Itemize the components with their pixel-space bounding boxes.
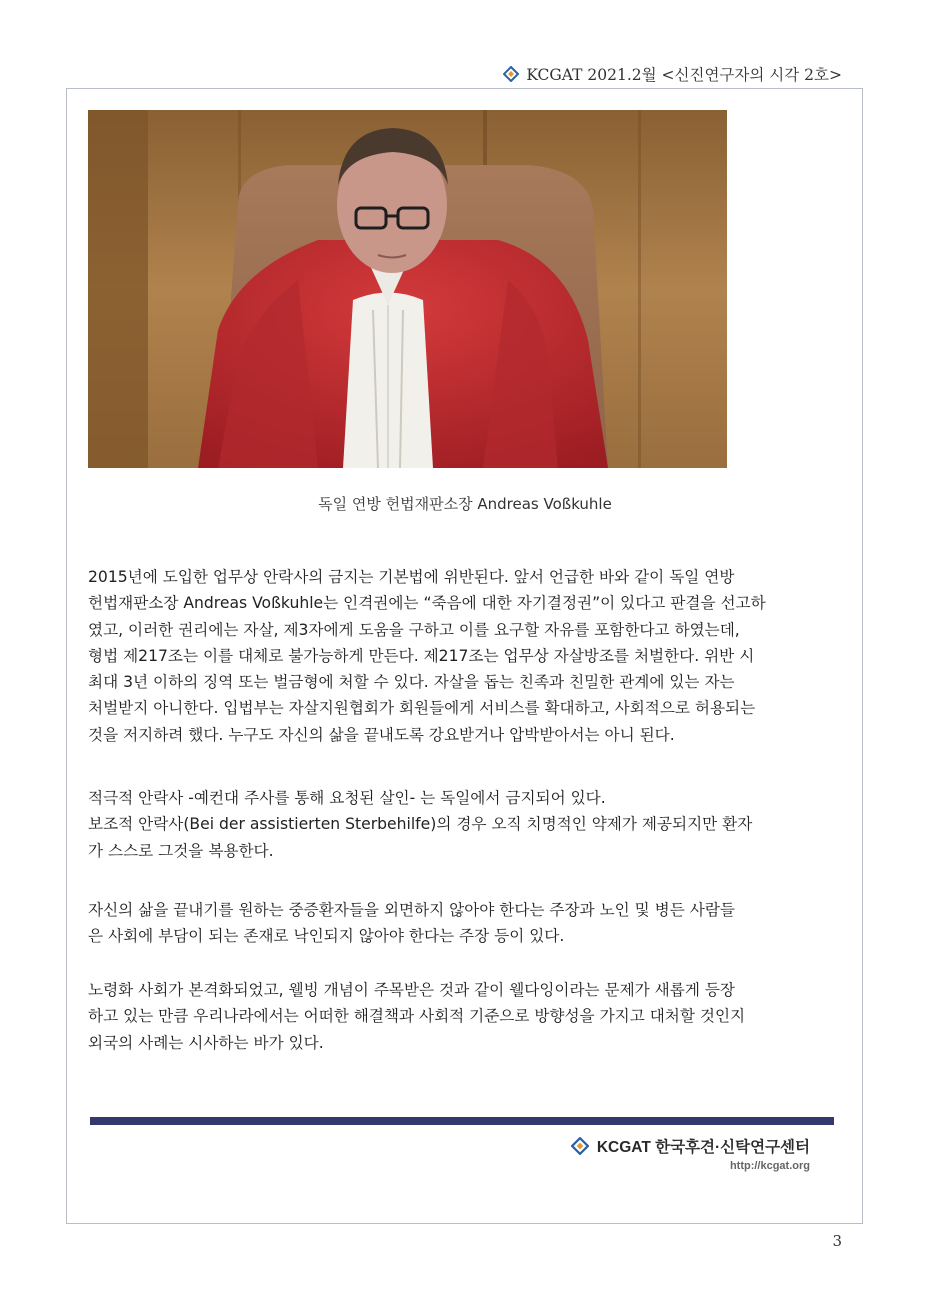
judge-photo bbox=[88, 110, 727, 468]
footer-rule bbox=[90, 1117, 834, 1125]
paragraph-2 bbox=[88, 785, 842, 864]
paragraph-1 bbox=[88, 564, 842, 748]
photo-caption: 독일 연방 헌법재판소장 Andreas Voßkuhle bbox=[318, 495, 612, 513]
text-line: 헌법재판소장 Andreas Voßkuhle는 인격권에는 “죽음에 대한 자기결정권”이 있다고 판결을 선고하 bbox=[88, 594, 766, 613]
footer-org bbox=[571, 1135, 810, 1157]
judge-portrait-image bbox=[88, 110, 727, 468]
paragraph-3 bbox=[88, 897, 842, 950]
header-text: KCGAT 2021.2월 <신진연구자의 시각 2호> bbox=[526, 66, 842, 84]
text-line: 처벌받지 아니한다. 입법부는 자살지원협회가 회원들에게 서비스를 확대하고, 사회적으로 허용되는 bbox=[88, 699, 756, 718]
text-line: 2015년에 도입한 업무상 안락사의 금지는 기본법에 위반된다. 앞서 언급한 바와 같이 독일 연방 bbox=[88, 568, 735, 586]
text-line: 보조적 안락사(Bei der assistierten Sterbehilfe)의 경우 오직 치명적인 약제가 제공되지만 환자 bbox=[88, 815, 753, 834]
page-header bbox=[503, 63, 842, 85]
paragraph-4 bbox=[88, 977, 842, 1056]
text-line: 형법 제217조는 이를 대체로 불가능하게 만든다. 제217조는 업무상 자살방조를 처벌한다. 위반 시 bbox=[88, 646, 755, 665]
footer-org-name: KCGAT 한국후견·신탁연구센터 bbox=[596, 1139, 810, 1156]
text-line: 노령화 사회가 본격화되었고, 웰빙 개념이 주목받은 것과 같이 웰다잉이라는 문제가 새롭게 등장 bbox=[88, 981, 735, 999]
text-line: 자신의 삶을 끝내기를 원하는 중증환자들을 외면하지 않아야 한다는 주장과 노인 및 병든 사람들 bbox=[88, 901, 735, 919]
text-line: 였고, 이러한 권리에는 자살, 제3자에게 도움을 구하고 이를 요구할 자유를 포함한다고 하였는데, bbox=[88, 620, 740, 639]
text-line: 최대 3년 이하의 징역 또는 벌금형에 처할 수 있다. 자살을 돕는 친족과 친밀한 관계에 있는 자는 bbox=[88, 673, 735, 692]
text-line: 적극적 안락사 -예컨대 주사를 통해 요청된 살인- 는 독일에서 금지되어 있다. bbox=[88, 789, 606, 807]
diamond-logo-icon bbox=[503, 66, 519, 82]
text-line: 하고 있는 만큼 우리나라에서는 어떠한 해결책과 사회적 기준으로 방향성을 가지고 대처할 것인지 bbox=[88, 1007, 746, 1026]
diamond-logo-icon bbox=[571, 1137, 589, 1155]
text-line: 은 사회에 부담이 되는 존재로 낙인되지 않아야 한다는 주장 등이 있다. bbox=[88, 927, 565, 946]
footer-url[interactable]: http://kcgat.org bbox=[729, 1160, 810, 1172]
text-line: 가 스스로 그것을 복용한다. bbox=[88, 841, 274, 860]
text-line: 것을 저지하려 했다. 누구도 자신의 삶을 끝내도록 강요받거나 압박받아서는 아니 된다. bbox=[88, 725, 675, 744]
text-line: 외국의 사례는 시사하는 바가 있다. bbox=[88, 1033, 324, 1052]
page-number: 3 bbox=[832, 1232, 842, 1250]
